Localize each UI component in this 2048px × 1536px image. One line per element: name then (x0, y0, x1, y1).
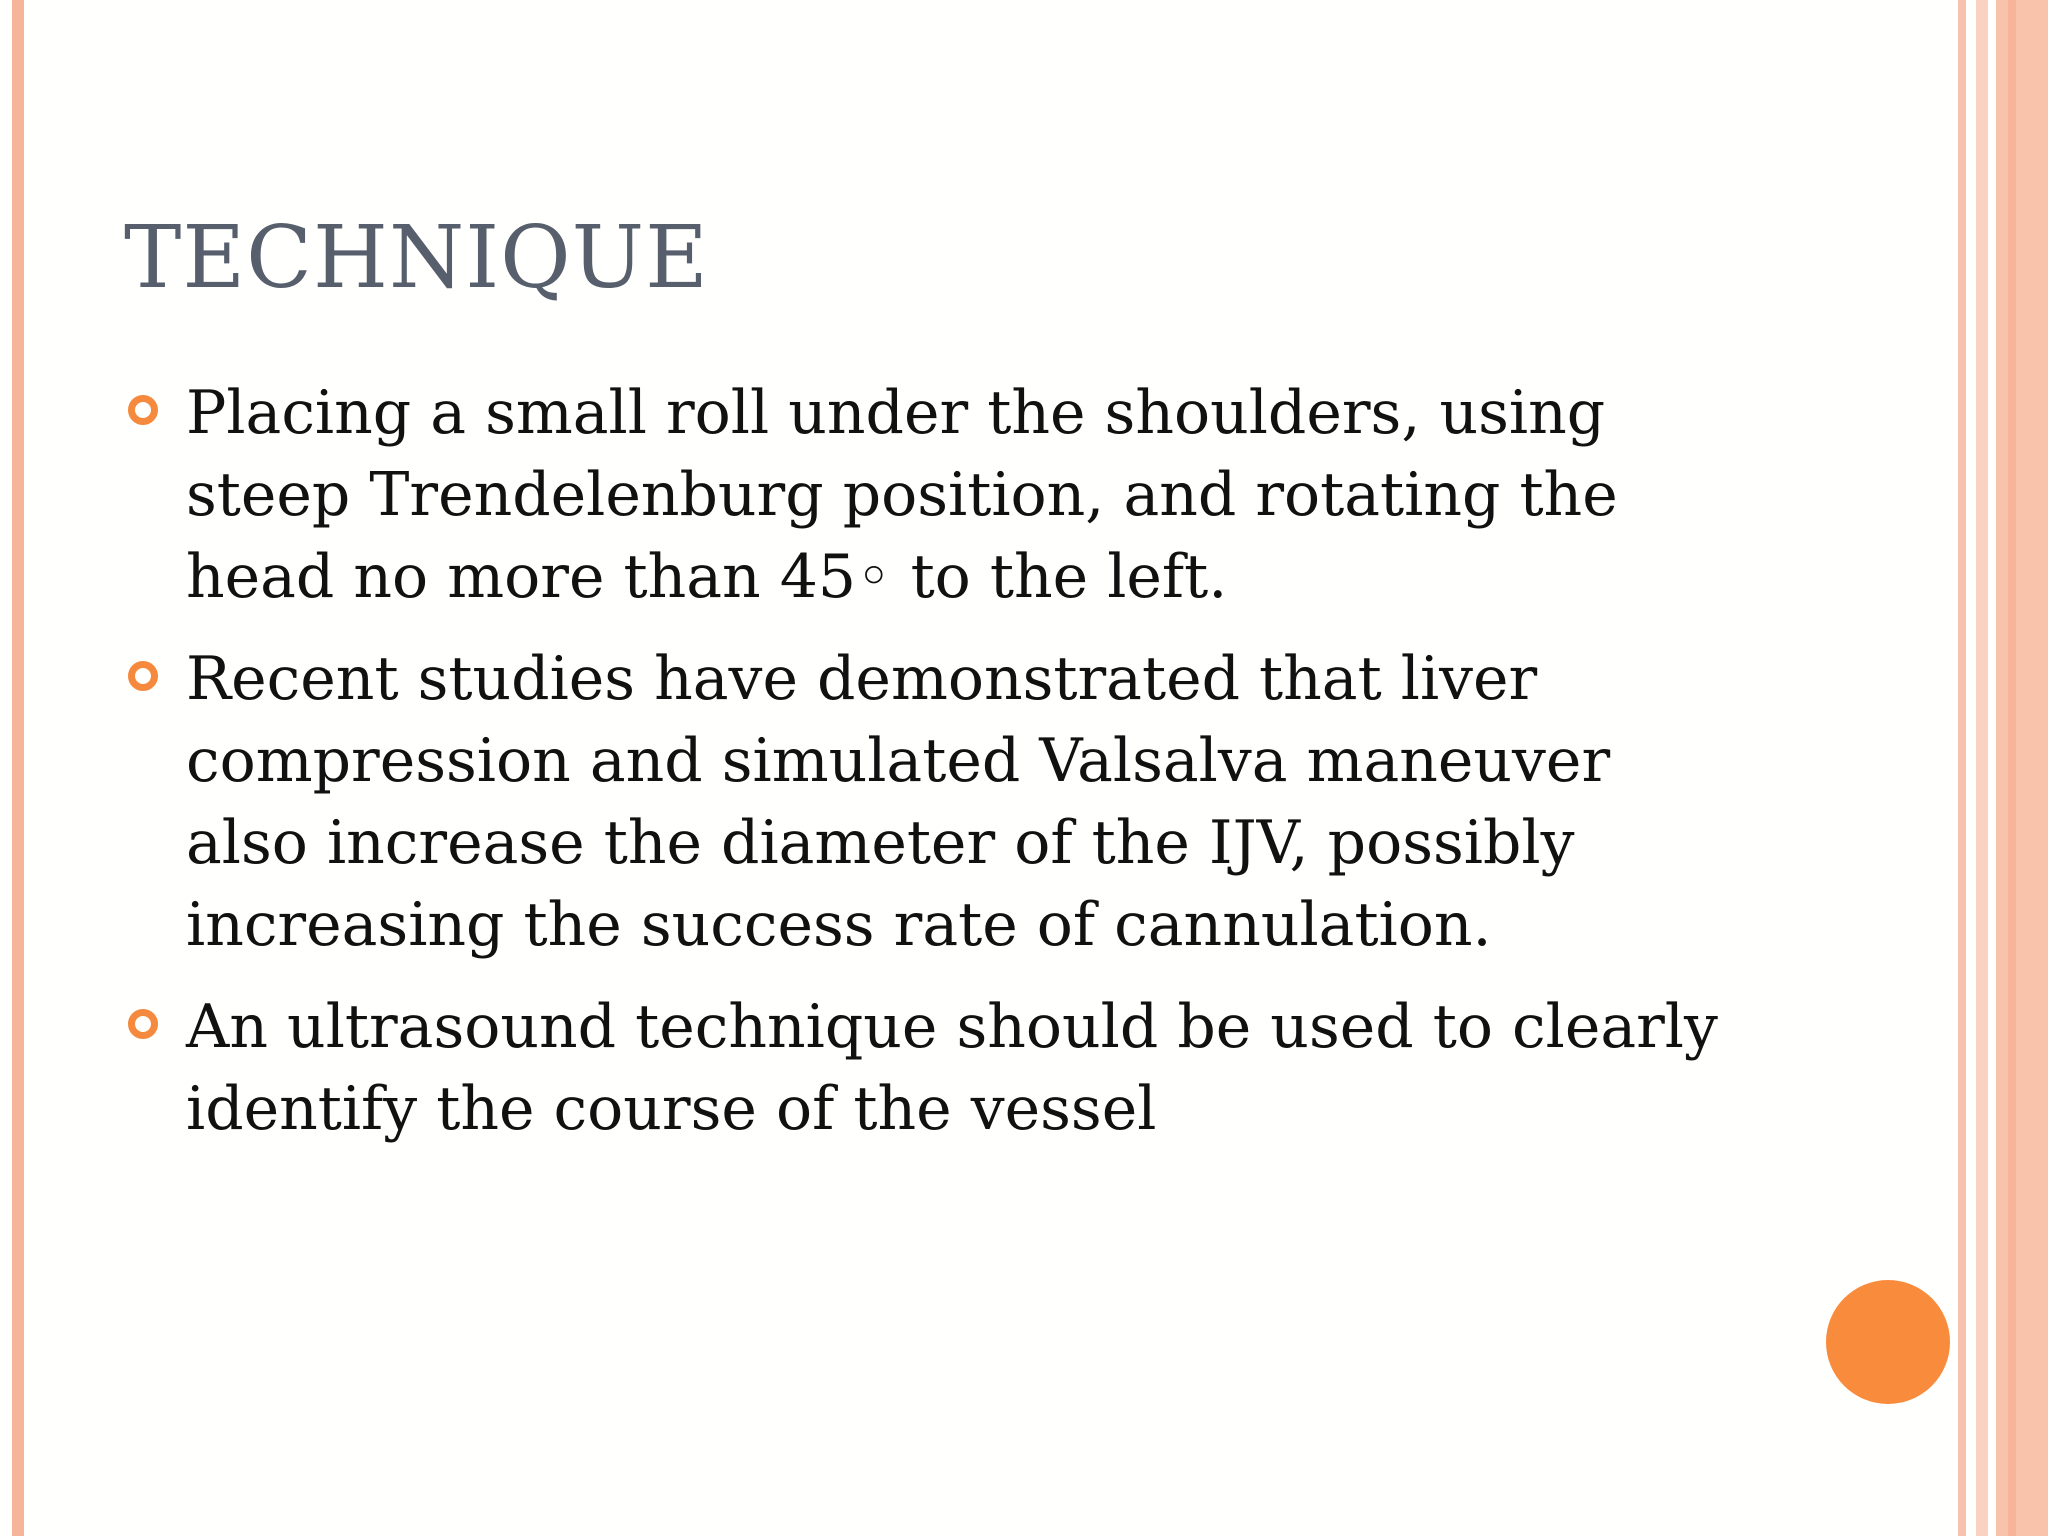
bullet-text: An ultrasound technique should be used to clearly identify the course of the vessel (186, 992, 1718, 1144)
right-accent-stripe (1958, 0, 1966, 1536)
right-accent-stripe (1976, 0, 1988, 1536)
right-accent-stripe (2008, 0, 2016, 1536)
bullet-text: Recent studies have demonstrated that liver compression and simulated Valsalva maneuver also increase the diameter of the IJV, possibly increasing the success rate of cannulation. (186, 644, 1611, 960)
bullet-circle-icon (128, 395, 158, 425)
left-accent-bar (12, 0, 24, 1536)
bullet-item (124, 986, 1724, 1150)
bullet-list (124, 372, 1724, 1170)
bullet-circle-icon (128, 661, 158, 691)
bullet-text: Placing a small roll under the shoulders, using steep Trendelenburg position, and rotating the head no more than 45◦ to the left. (186, 378, 1618, 612)
right-accent-bars (1958, 0, 2048, 1536)
right-accent-stripe (1996, 0, 2048, 1536)
decorative-circle-icon (1826, 1280, 1950, 1404)
bullet-circle-icon (128, 1009, 158, 1039)
bullet-item (124, 638, 1724, 966)
slide-title: TECHNIQUE (124, 208, 709, 308)
bullet-item (124, 372, 1724, 618)
